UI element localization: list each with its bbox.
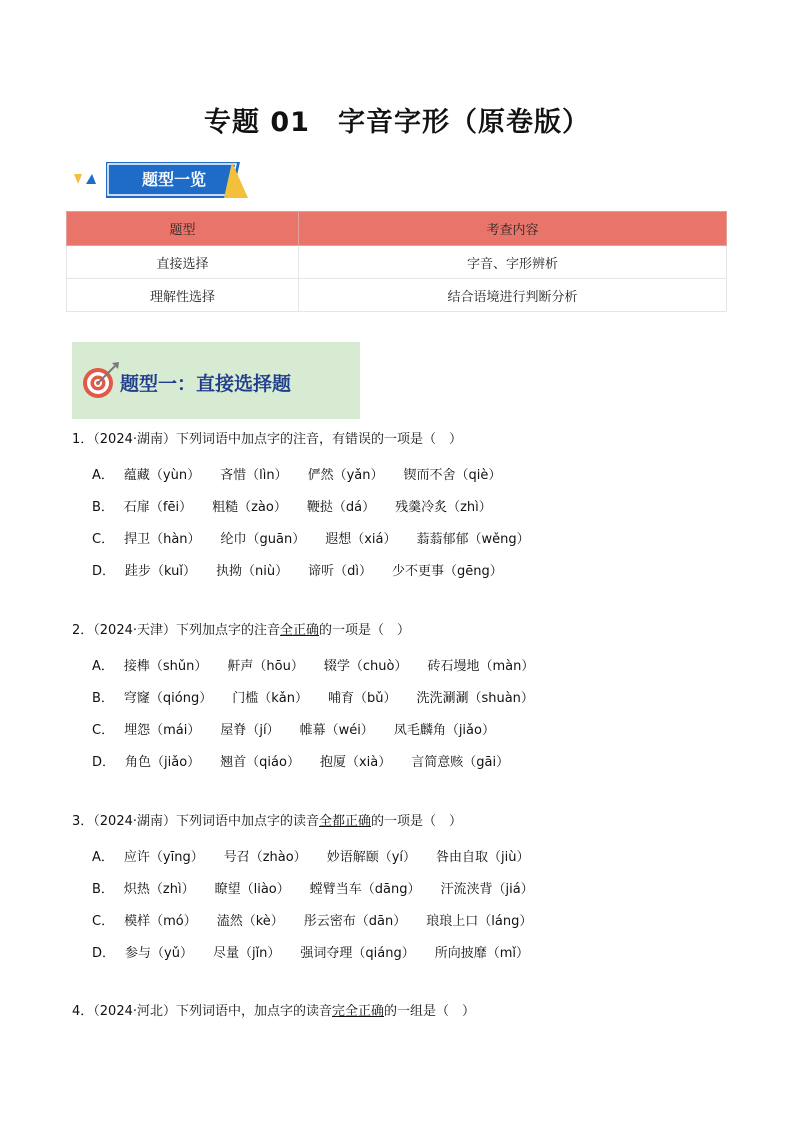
option-item: 遐想（xiá）	[325, 532, 397, 547]
option-item: 辍学（chuò）	[323, 659, 408, 674]
option-item: 抱厦（xià）	[319, 755, 392, 770]
question-stem-emphasis: 全都正确	[319, 814, 372, 829]
option-item: 凤毛麟角（jiǎo）	[393, 723, 495, 738]
option-item: 谛听（dì）	[308, 564, 372, 579]
option-item: 号召（zhào）	[223, 850, 307, 865]
question-stem	[72, 621, 410, 641]
option-letter: B．	[92, 500, 114, 515]
option-row	[92, 464, 521, 483]
option-item: 帷幕（wéi）	[299, 723, 374, 738]
option-item: 尽量（jǐn）	[212, 946, 281, 961]
option-row	[92, 528, 550, 547]
option-item: 洗洗涮涮（shuàn）	[416, 691, 534, 706]
overview-table	[66, 211, 727, 312]
option-item: 门槛（kǎn）	[232, 691, 308, 706]
option-row	[92, 687, 554, 706]
table-cell: 理解性选择	[67, 279, 299, 312]
option-letter: D．	[92, 564, 116, 579]
option-item: 屋脊（jí）	[220, 723, 280, 738]
option-item: 翘首（qiáo）	[220, 755, 300, 770]
question-3	[72, 812, 462, 832]
option-item: 彤云密布（dān）	[303, 914, 407, 929]
question-stem-text: 的一项是（ ）	[371, 814, 463, 829]
question-1	[72, 430, 462, 450]
option-item: 吝惜（lìn）	[220, 468, 288, 483]
option-letter: C．	[92, 914, 115, 929]
option-row	[92, 942, 549, 961]
question-stem-text: 4．（2024·河北）下列词语中，加点字的读音	[72, 1004, 332, 1019]
question-stem	[72, 1002, 475, 1022]
option-item: 鼾声（hōu）	[227, 659, 304, 674]
question-4	[72, 1002, 475, 1022]
option-item: 纶巾（guān）	[220, 532, 306, 547]
question-stem	[72, 430, 462, 450]
option-letter: A．	[92, 659, 114, 674]
table-cell: 字音、字形辨析	[299, 246, 727, 279]
question-stem-text: 3．（2024·湖南）下列词语中加点字的读音	[72, 814, 319, 829]
option-item: 穹窿（qióng）	[123, 691, 213, 706]
table-header-cell: 题型	[67, 212, 299, 246]
table-cell: 直接选择	[67, 246, 299, 279]
option-item: 言简意赅（gāi）	[411, 755, 510, 770]
option-item: 角色（jiǎo）	[125, 755, 201, 770]
question-stem-text: 的一项是（ ）	[319, 623, 411, 638]
table-header-cell: 考查内容	[299, 212, 727, 246]
option-item: 捍卫（hàn）	[124, 532, 201, 547]
option-item: 跬步（kuǐ）	[125, 564, 196, 579]
option-letter: A．	[92, 468, 114, 483]
option-item: 执拗（niù）	[216, 564, 289, 579]
question-stem-text: 的一组是（ ）	[384, 1004, 476, 1019]
option-row	[92, 878, 554, 897]
option-item: 螳臂当车（dāng）	[309, 882, 421, 897]
option-item: 残羹冷炙（zhì）	[395, 500, 492, 515]
option-letter: B．	[92, 691, 114, 706]
overview-banner-label: 题型一览	[141, 170, 206, 189]
option-item: 粗糙（zào）	[212, 500, 287, 515]
option-letter: D．	[92, 755, 116, 770]
option-item: 溘然（kè）	[216, 914, 284, 929]
table-header-row	[67, 212, 727, 246]
option-item: 埋怨（mái）	[124, 723, 201, 738]
option-item: 鞭挞（dá）	[306, 500, 376, 515]
option-item: 琅琅上口（láng）	[426, 914, 533, 929]
option-row	[92, 846, 549, 865]
option-row	[92, 496, 512, 515]
option-item: 炽热（zhì）	[123, 882, 195, 897]
option-item: 瞭望（liào）	[214, 882, 290, 897]
question-stem	[72, 812, 462, 832]
option-item: 模样（mó）	[124, 914, 197, 929]
page-title: 专题 01 字音字形（原卷版）	[204, 107, 590, 138]
option-item: 应许（yīng）	[123, 850, 204, 865]
target-icon	[81, 360, 121, 400]
option-item: 石扉（fēi）	[123, 500, 193, 515]
option-item: 强词夺理（qiáng）	[300, 946, 415, 961]
option-item: 砖石墁地（màn）	[427, 659, 535, 674]
option-item: 蓊蓊郁郁（wěng）	[416, 532, 530, 547]
option-row	[92, 719, 515, 738]
section-title: 题型一：直接选择题	[120, 373, 292, 395]
option-letter: B．	[92, 882, 114, 897]
question-stem-text: 2．（2024·天津）下列加点字的注音	[72, 623, 280, 638]
option-item: 参与（yǔ）	[125, 946, 193, 961]
option-item: 锲而不舍（qiè）	[403, 468, 502, 483]
option-item: 咎由自取（jiù）	[436, 850, 530, 865]
question-stem-text: 1．（2024·湖南）下列词语中加点字的注音，有错误的一项是（ ）	[72, 432, 462, 447]
question-2	[72, 621, 410, 641]
option-letter: D．	[92, 946, 116, 961]
question-stem-emphasis: 完全正确	[332, 1004, 385, 1019]
option-row	[92, 910, 552, 929]
option-item: 接榫（shǔn）	[123, 659, 208, 674]
option-item: 所向披靡（mǐ）	[434, 946, 530, 961]
table-cell: 结合语境进行判断分析	[299, 279, 727, 312]
option-letter: C．	[92, 723, 115, 738]
option-letter: A．	[92, 850, 114, 865]
section-header	[72, 342, 360, 419]
option-item: 哺育（bǔ）	[327, 691, 397, 706]
table-row	[67, 279, 727, 312]
option-row	[92, 560, 523, 579]
option-item: 少不更事（gēng）	[391, 564, 503, 579]
question-stem-emphasis: 全正确	[280, 623, 320, 638]
option-item: 汗流浃背（jiá）	[440, 882, 534, 897]
option-item: 俨然（yǎn）	[307, 468, 384, 483]
option-item: 蕴藏（yùn）	[123, 468, 201, 483]
overview-banner	[72, 162, 252, 200]
option-row	[92, 655, 554, 674]
table-row	[67, 246, 727, 279]
option-row	[92, 751, 529, 770]
option-item: 妙语解颐（yí）	[326, 850, 416, 865]
option-letter: C．	[92, 532, 115, 547]
